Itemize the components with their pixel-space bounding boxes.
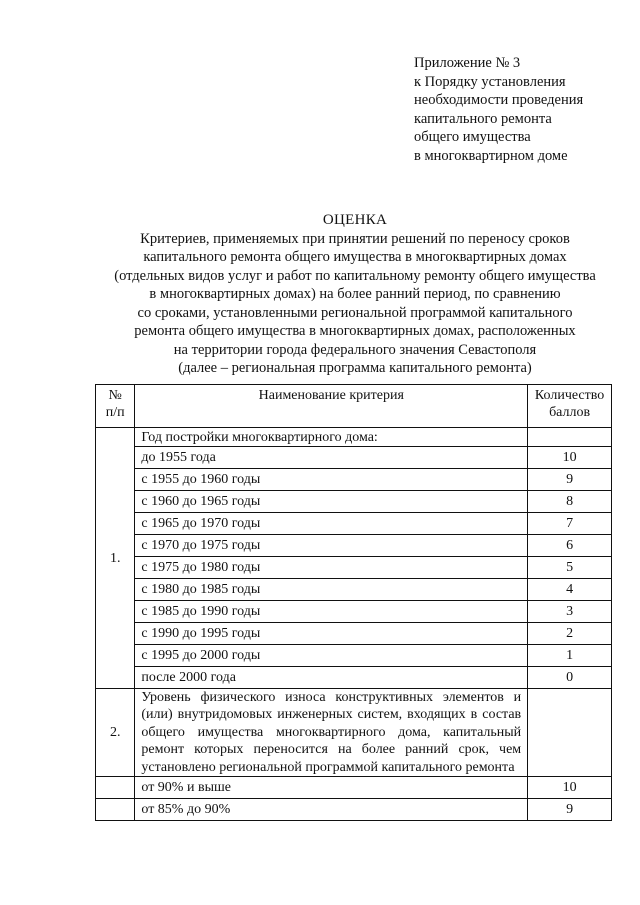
appendix-line: капитального ремонта: [414, 110, 552, 127]
appendix-line: в многоквартирном доме: [414, 147, 568, 164]
table-row: [96, 491, 612, 513]
criterion-name: с 1970 до 1975 годы: [135, 535, 528, 557]
criterion-name: с 1955 до 1960 годы: [135, 469, 528, 491]
table-row: [96, 579, 612, 601]
criterion-points: 7: [528, 513, 612, 535]
group-title: Год постройки многоквартирного дома:: [135, 428, 528, 447]
points-cell-empty: [528, 428, 612, 447]
table-row: [96, 557, 612, 579]
appendix-line: Приложение № 3: [414, 55, 521, 71]
criterion-points: 5: [528, 557, 612, 579]
criterion-points: 2: [528, 623, 612, 645]
criterion-name: с 1960 до 1965 годы: [135, 491, 528, 513]
criterion-points: 9: [528, 469, 612, 491]
criterion-name: с 1980 до 1985 годы: [135, 579, 528, 601]
table-row: [96, 799, 612, 821]
table-row: [96, 777, 612, 799]
table-row-group-title: [96, 689, 612, 777]
criterion-points: 1: [528, 645, 612, 667]
group-title: Уровень физического износа конструктивных элементов и (или) внутридомовых инженерных систем, входящих в состав общего имущества многоквартирного дома, капитальный ремонт которых переносится на более ранний срок, чем установлено региональной программой капитального ремонта: [135, 689, 528, 777]
title-line: в многоквартирных домах) на более ранний период, по сравнению: [149, 286, 561, 302]
title-line: Критериев, применяемых при принятии решений по переносу сроков: [140, 230, 570, 247]
criterion-name: с 1985 до 1990 годы: [135, 601, 528, 623]
appendix-note: [414, 54, 634, 166]
title-line: ремонта общего имущества в многоквартирных домах, расположенных: [134, 323, 576, 339]
criterion-name: от 90% и выше: [135, 777, 528, 799]
table-header-row: [96, 385, 612, 428]
criterion-name: до 1955 года: [135, 447, 528, 469]
criterion-points: 4: [528, 579, 612, 601]
criterion-name: от 85% до 90%: [135, 799, 528, 821]
table-row: [96, 469, 612, 491]
appendix-line: необходимости проведения: [414, 92, 584, 109]
header-num: № п/п: [96, 385, 135, 428]
title-line: на территории города федерального значения Севастополя: [173, 341, 537, 358]
header-name: Наименование критерия: [135, 385, 528, 428]
criterion-points: 10: [528, 447, 612, 469]
table-row: [96, 513, 612, 535]
group-number: 2.: [96, 689, 135, 777]
table-row: [96, 601, 612, 623]
criterion-name: с 1975 до 1980 годы: [135, 557, 528, 579]
criterion-points: 8: [528, 491, 612, 513]
title-line: со сроками, установленными региональной программой капитального: [137, 304, 573, 321]
criterion-points: 9: [528, 799, 612, 821]
table-row: [96, 447, 612, 469]
table-row: [96, 623, 612, 645]
table-row: [96, 645, 612, 667]
criterion-points: 6: [528, 535, 612, 557]
title-line: (далее – региональная программа капитального ремонта): [178, 360, 532, 376]
number-cell-empty: [96, 777, 135, 799]
points-cell-empty: [528, 689, 612, 777]
title-heading: ОЦЕНКА: [322, 212, 388, 228]
criterion-points: 3: [528, 601, 612, 623]
header-points: Количество баллов: [528, 385, 612, 428]
criterion-points: 0: [528, 667, 612, 689]
criteria-table: [95, 384, 612, 821]
table-row: [96, 667, 612, 689]
criterion-points: 10: [528, 777, 612, 799]
criterion-name: после 2000 года: [135, 667, 528, 689]
group-number: 1.: [96, 428, 135, 689]
criterion-name: с 1995 до 2000 годы: [135, 645, 528, 667]
table-row-group-title: [96, 428, 612, 447]
title-line: капитального ремонта общего имущества в многоквартирных домах: [143, 249, 567, 265]
number-cell-empty: [96, 799, 135, 821]
title-line: (отдельных видов услуг и работ по капитальному ремонту общего имущества: [114, 267, 596, 284]
table-row: [96, 535, 612, 557]
appendix-line: общего имущества: [414, 129, 531, 146]
criterion-name: с 1965 до 1970 годы: [135, 513, 528, 535]
appendix-line: к Порядку установления: [414, 73, 566, 90]
criterion-name: с 1990 до 1995 годы: [135, 623, 528, 645]
document-title: [60, 211, 640, 378]
